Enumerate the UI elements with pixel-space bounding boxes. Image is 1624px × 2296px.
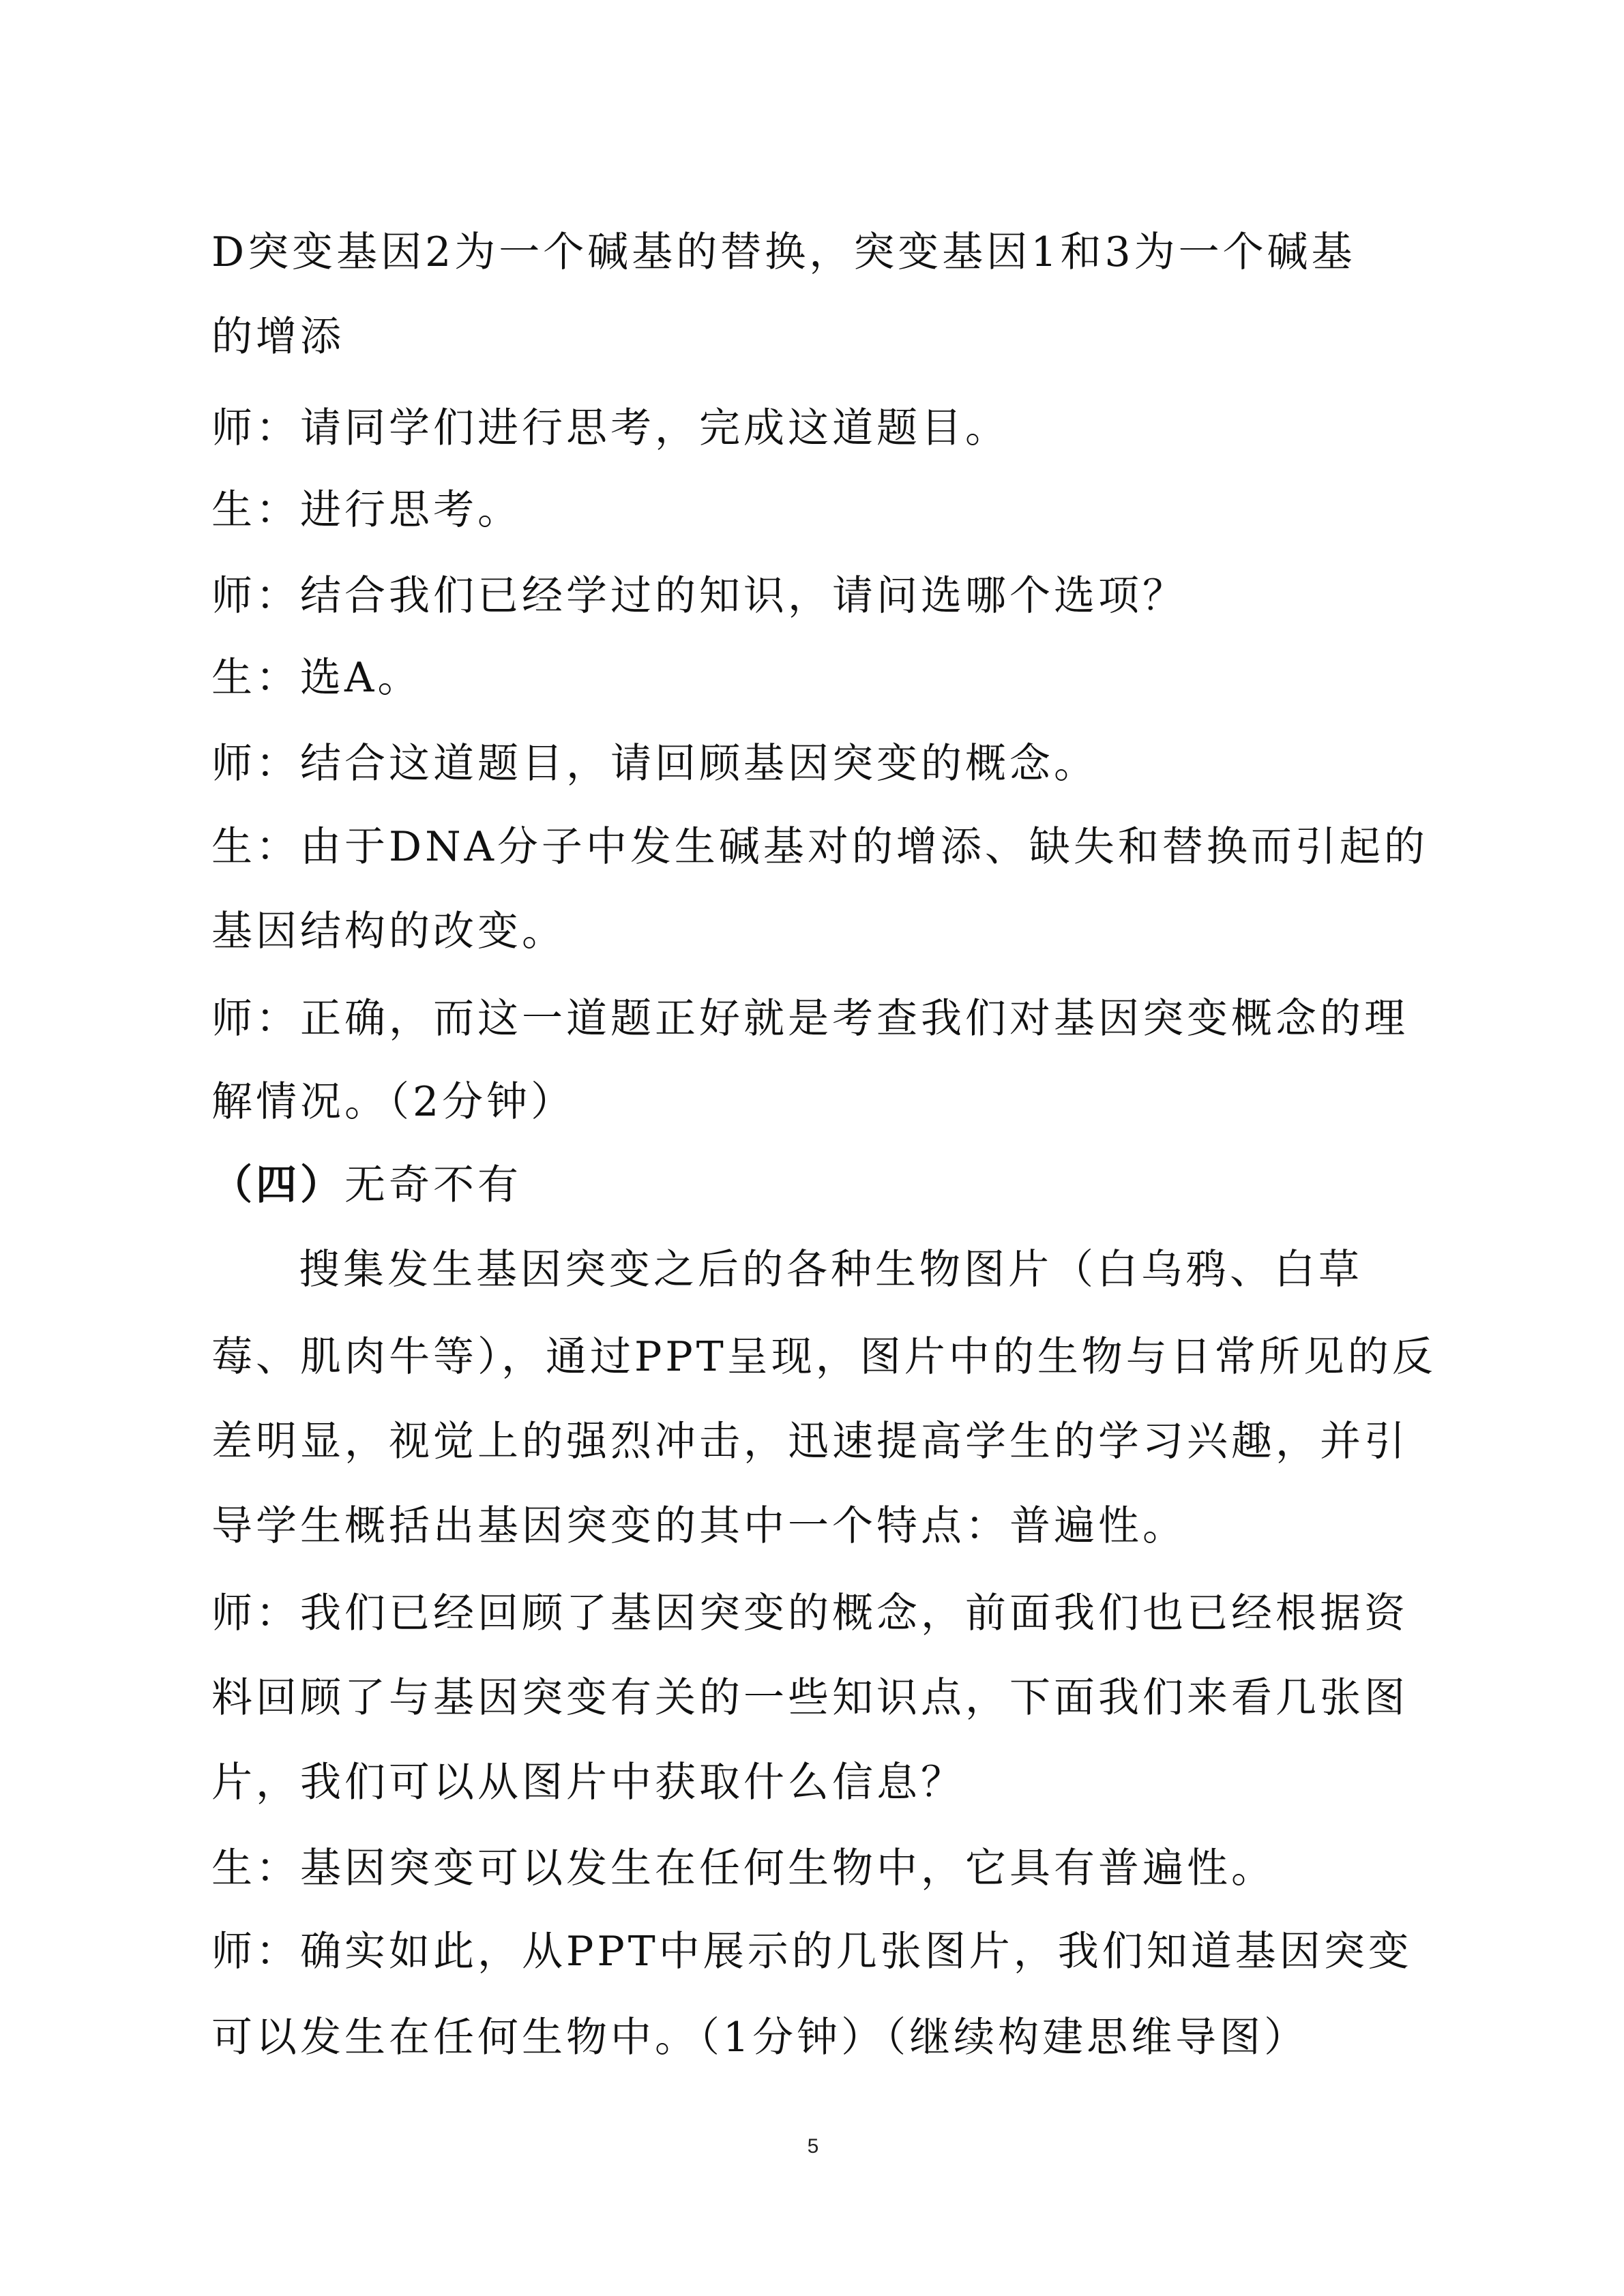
text-line: 解情况。（2分钟） (211, 1078, 576, 1126)
text-line: 师：结合我们已经学过的知识，请问选哪个选项？ (211, 572, 1187, 620)
section-heading-number: （四） (211, 1161, 344, 1209)
section-heading-title: 无奇不有 (344, 1161, 522, 1209)
dialogue-line: 师：我们已经回顾了基因突变的概念，前面我们也已经根据资 (211, 1590, 1408, 1637)
text-line: 生：选A。 (211, 654, 422, 702)
paragraph-line: 导学生概括出基因突变的其中一个特点：普遍性。 (211, 1502, 1187, 1550)
dialogue-line: 师：确实如此，从PPT中展示的几张图片，我们知道基因突变 (211, 1928, 1413, 1976)
text-line: 的增添 (211, 313, 344, 361)
paragraph-line: 搜集发生基因突变之后的各种生物图片（白乌鸦、白草 (299, 1246, 1363, 1294)
text-line: 师：正确，而这一道题正好就是考查我们对基因突变概念的理 (211, 995, 1408, 1043)
paragraph-line: 差明显，视觉上的强烈冲击，迅速提高学生的学习兴趣，并引 (211, 1418, 1408, 1465)
page-number: 5 (807, 2135, 819, 2158)
dialogue-line: 片，我们可以从图片中获取什么信息？ (211, 1759, 965, 1806)
text-line: 师：请同学们进行思考，完成这道题目。 (211, 404, 1009, 452)
text-line: 师：结合这道题目，请回顾基因突变的概念。 (211, 740, 1098, 788)
paragraph-line: 莓、肌肉牛等），通过PPT呈现，图片中的生物与日常所见的反 (211, 1333, 1436, 1381)
dialogue-line: 料回顾了与基因突变有关的一些知识点，下面我们来看几张图 (211, 1674, 1408, 1722)
section-heading (211, 1158, 522, 1212)
text-line: D突变基因2为一个碱基的替换，突变基因1和3为一个碱基 (211, 228, 1356, 276)
dialogue-line: 可以发生在任何生物中。（1分钟）（继续构建思维导图） (211, 2014, 1309, 2061)
text-line: 生：由于DNA分子中发生碱基对的增添、缺失和替换而引起的 (211, 823, 1428, 871)
dialogue-line: 生：基因突变可以发生在任何生物中，它具有普遍性。 (211, 1845, 1275, 1892)
text-line: 生：进行思考。 (211, 486, 522, 534)
text-line: 基因结构的改变。 (211, 908, 566, 955)
